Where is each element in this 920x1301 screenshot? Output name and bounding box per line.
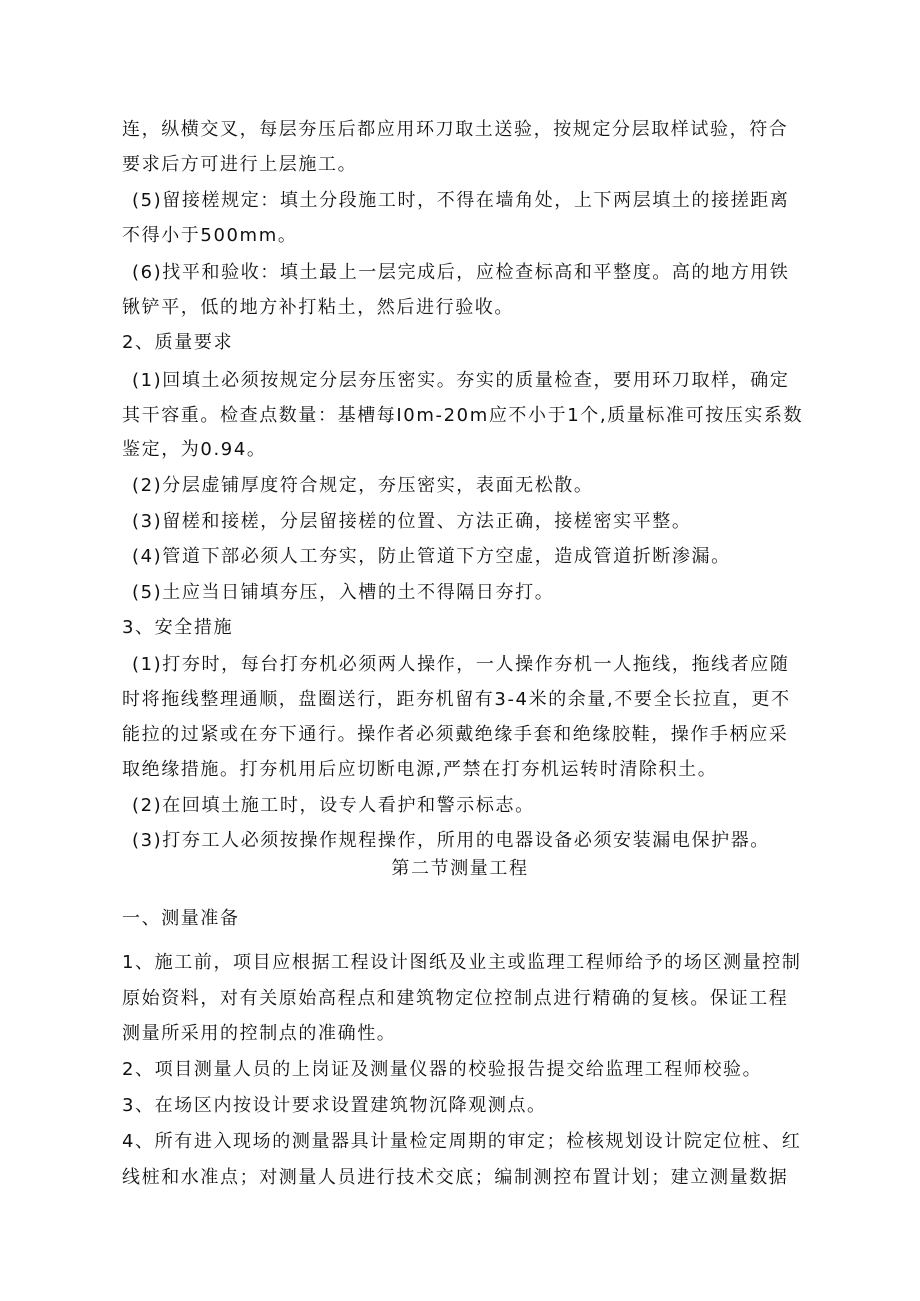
text-line: 2、项目测量人员的上岗证及测量仪器的校验报告提交给监理工程师校验。 <box>122 1059 763 1080</box>
text-line: 时将拖线整理通顺，盘圈送行，距夯机留有3-4米的余量,不要全长拉直，更不 <box>122 689 791 710</box>
text-line: (2)在回填土施工时，设专人看护和警示标志。 <box>132 795 535 816</box>
text-line: 1、施工前，项目应根据工程设计图纸及业主或监理工程师给予的场区测量控制 <box>122 952 802 973</box>
section-heading: 3、安全措施 <box>122 617 234 638</box>
text-line: (3)打夯工人必须按操作规程操作，所用的电器设备必须安装漏电保护器。 <box>132 830 770 851</box>
text-line: 鉴定，为0.94。 <box>122 439 267 460</box>
text-line: 线桩和水准点；对测量人员进行技术交底；编制测控布置计划；建立测量数据 <box>122 1167 789 1188</box>
text-line: (5)留接槎规定：填土分段施工时，不得在墙角处，上下两层填土的接搓距离 <box>132 190 790 211</box>
text-line: 要求后方可进行上层施工。 <box>122 154 358 175</box>
text-line: 4、所有进入现场的测量器具计量检定周期的审定；检核规划设计院定位桩、红 <box>122 1131 802 1152</box>
text-line: (6)找平和验收：填土最上一层完成后，应检查标高和平整度。高的地方用铁 <box>132 262 790 283</box>
text-line: (1)回填土必须按规定分层夯压密实。夯实的质量检查，要用环刀取样，确定 <box>132 370 790 391</box>
text-line: 取绝缘措施。打夯机用后应切断电源,严禁在打夯机运转时清除积土。 <box>122 759 718 780</box>
text-line: 连，纵横交叉，每层夯压后都应用环刀取土送验，按规定分层取样试验，符合 <box>122 119 789 140</box>
text-line: (2)分层虚铺厚度符合规定，夯压密实，表面无松散。 <box>132 475 594 496</box>
text-line: 能拉的过紧或在夯下通行。操作者必须戴绝缘手套和绝缘胶鞋，操作手柄应采 <box>122 724 789 745</box>
text-line: (4)管道下部必须人工夯实，防止管道下方空虚，造成管道折断渗漏。 <box>132 546 731 567</box>
text-line: (5)土应当日铺填夯压，入槽的土不得隔日夯打。 <box>132 582 555 603</box>
text-line: 锹铲平，低的地方补打粘土，然后进行验收。 <box>122 297 514 318</box>
text-line: 其干容重。检查点数量：基槽每I0m-20m应不小于1个,质量标准可按压实系数 <box>122 405 804 426</box>
text-line: 不得小于500mm。 <box>122 225 298 246</box>
text-line: 3、在场区内按设计要求设置建筑物沉降观测点。 <box>122 1095 547 1116</box>
text-line: 原始资料，对有关原始高程点和建筑物定位控制点进行精确的复核。保证工程 <box>122 988 789 1009</box>
section-heading: 一、测量准备 <box>122 908 240 929</box>
text-line: 测量所采用的控制点的准确性。 <box>122 1023 397 1044</box>
text-line: (3)留槎和接槎，分层留接槎的位置、方法正确，接槎密实平整。 <box>132 511 692 532</box>
chapter-title: 第二节测量工程 <box>391 858 529 879</box>
section-heading: 2、质量要求 <box>122 332 234 353</box>
text-line: (1)打夯时，每台打夯机必须两人操作，一人操作夯机一人拖线，拖线者应随 <box>132 654 790 675</box>
